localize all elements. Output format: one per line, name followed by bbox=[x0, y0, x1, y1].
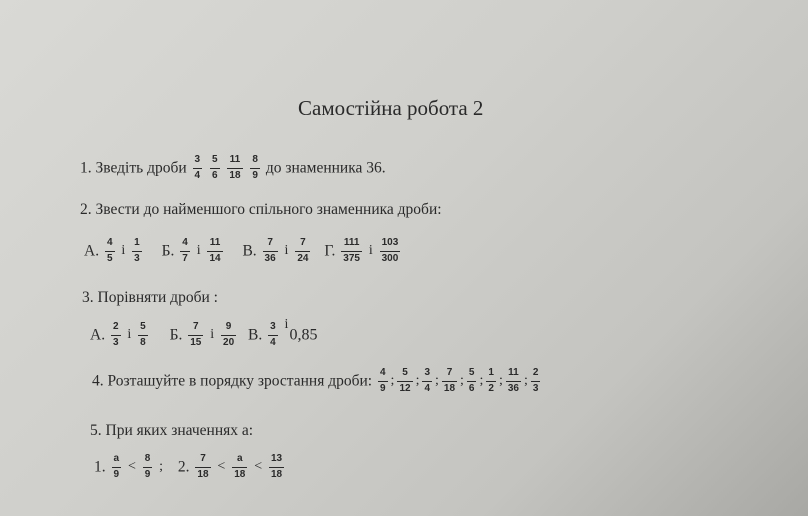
task-2-option-b: Б. $\frac{4}{7}$ і $\frac{11}{14}$ bbox=[161, 237, 221, 264]
task-2-option-d: Г. $\frac{111}{375}$ і $\frac{103}{300}$ bbox=[324, 237, 399, 264]
task-2-option-a: А. $\frac{4}{5}$ і $\frac{1}{3}$ bbox=[84, 237, 140, 264]
task-4-fraction: $\frac{11}{36}$ bbox=[507, 367, 519, 394]
task-4-separator: ; bbox=[498, 373, 503, 388]
task-3-option-b: Б. $\frac{7}{15}$ і $\frac{9}{20}$ bbox=[169, 321, 235, 348]
task-1-fraction-3: $\frac{11}{18}$ bbox=[229, 154, 241, 181]
task-4-separator: ; bbox=[435, 373, 439, 388]
page-title: Самостійна робота 2 bbox=[298, 96, 484, 120]
task-5-item-1: 1. $\frac{a}{9}$ < $\frac{8}{9}$ ; bbox=[94, 453, 164, 480]
task-1-fraction-1: $\frac{3}{4}$ bbox=[194, 154, 201, 181]
task-4-fraction: $\frac{2}{3}$ bbox=[532, 367, 539, 394]
task-4-separator: ; bbox=[460, 373, 464, 388]
task-2-option-c: В. $\frac{7}{36}$ і $\frac{7}{24}$ bbox=[242, 237, 309, 264]
task-1-fraction-4: $\frac{8}{9}$ bbox=[252, 154, 258, 181]
task-4-fraction: $\frac{5}{6}$ bbox=[468, 367, 475, 394]
task-1-text: 1. Зведіть дроби bbox=[80, 159, 187, 177]
task-3-option-a: А. $\frac{2}{3}$ і $\frac{5}{8}$ bbox=[90, 321, 146, 348]
task-3-option-c: В. $\frac{3}{4}$ і0,85 bbox=[248, 317, 318, 348]
task-4-text: 4. Розташуйте в порядку зростання дроби: bbox=[92, 372, 373, 390]
task-1-tail: до знаменника 36. bbox=[265, 159, 386, 177]
task-4-fraction-list bbox=[376, 367, 542, 394]
task-4-fraction: $\frac{4}{9}$ bbox=[379, 367, 386, 394]
task-4-separator: ; bbox=[390, 373, 395, 388]
task-4-fraction: $\frac{1}{2}$ bbox=[488, 367, 494, 394]
task-4-fraction: $\frac{5}{12}$ bbox=[399, 367, 411, 394]
task-4-separator: ; bbox=[415, 373, 420, 388]
task-2-options bbox=[84, 238, 402, 264]
task-1-fraction-2: $\frac{5}{6}$ bbox=[211, 154, 218, 181]
task-1 bbox=[80, 155, 386, 181]
task-4-fraction: $\frac{7}{18}$ bbox=[443, 367, 456, 394]
task-2-text: 2. Звести до найменшого спільного знаменника дроби: bbox=[80, 201, 442, 218]
task-4-separator: ; bbox=[479, 373, 484, 388]
task-5-item-2: 2. $\frac{7}{18}$ < $\frac{a}{18}$ < $\frac{13}{18}$ bbox=[177, 453, 283, 480]
task-4-fraction: $\frac{3}{4}$ bbox=[424, 367, 431, 394]
task-4-separator: ; bbox=[523, 373, 528, 388]
task-3-text: 3. Порівняти дроби : bbox=[82, 289, 218, 306]
task-3-options bbox=[90, 317, 318, 348]
task-5-text: 5. При яких значеннях а: bbox=[90, 422, 254, 439]
task-4 bbox=[92, 368, 542, 394]
task-5-items bbox=[94, 454, 286, 480]
